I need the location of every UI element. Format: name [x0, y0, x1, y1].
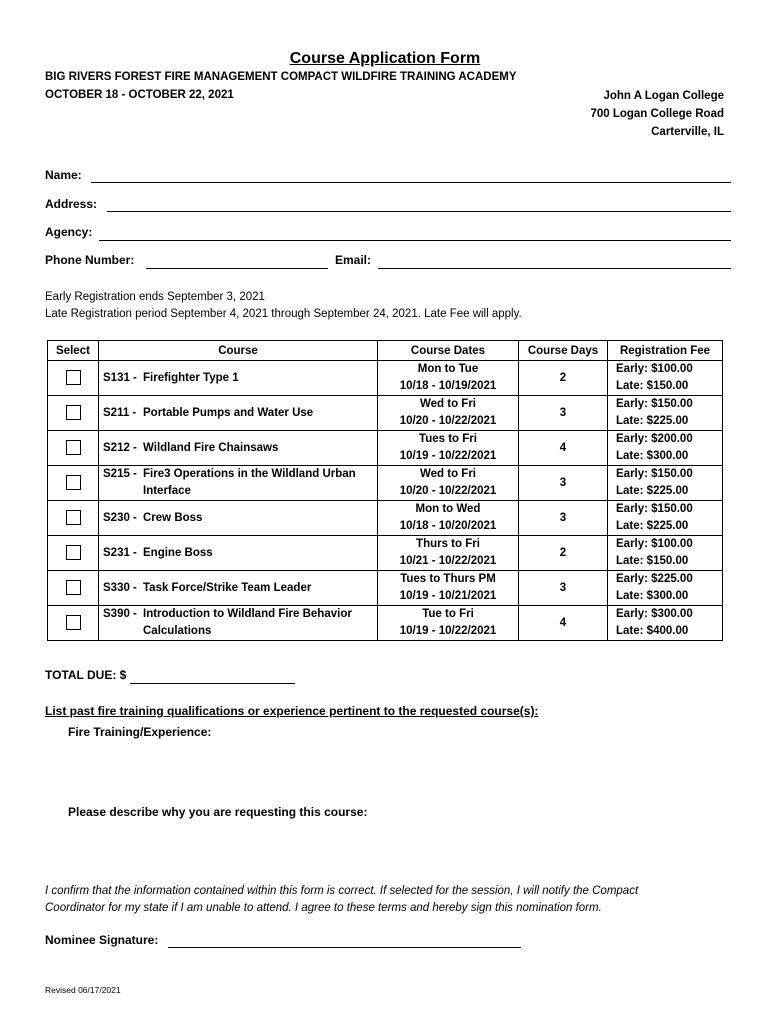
- revised-date: Revised 06/17/2021: [45, 985, 121, 995]
- course-code: S212 -: [103, 441, 137, 454]
- fire-training-field[interactable]: [68, 742, 728, 797]
- course-dates: 10/21 - 10/22/2021: [399, 555, 497, 567]
- course-dates: 10/20 - 10/22/2021: [399, 415, 497, 427]
- organization-line: BIG RIVERS FOREST FIRE MANAGEMENT COMPACT WILDFIRE TRAINING ACADEMY: [45, 71, 517, 83]
- course-code: S230 -: [103, 511, 137, 524]
- early-fee: Early: $150.00: [616, 398, 693, 410]
- select-checkbox-s212[interactable]: [66, 440, 81, 455]
- header-course-days: Course Days: [519, 341, 608, 361]
- course-dates: 10/20 - 10/22/2021: [399, 485, 497, 497]
- early-fee: Early: $100.00: [616, 363, 693, 375]
- course-days: 3: [519, 571, 608, 606]
- course-name: Firefighter Type 1: [143, 371, 239, 384]
- course-days: 3: [519, 501, 608, 536]
- form-title: Course Application Form: [289, 50, 481, 67]
- course-dates: 10/19 - 10/22/2021: [399, 625, 497, 637]
- phone-label: Phone Number:: [45, 253, 135, 267]
- confirmation-line-1: I confirm that the information contained within this form is correct. If selected for the session, I will notify the Compact: [45, 885, 639, 897]
- table-header-row: [48, 341, 723, 361]
- agency-label: Agency:: [45, 225, 93, 239]
- early-fee: Early: $200.00: [616, 433, 693, 445]
- location-city: Carterville, IL: [651, 126, 724, 138]
- table-row: [48, 606, 723, 641]
- course-day-range: Tue to Fri: [422, 608, 474, 620]
- signature-field[interactable]: [168, 947, 521, 948]
- late-fee: Late: $150.00: [616, 380, 689, 392]
- agency-field[interactable]: [99, 240, 731, 241]
- course-day-range: Thurs to Fri: [416, 538, 480, 550]
- course-table: [47, 340, 723, 641]
- phone-field[interactable]: [146, 268, 328, 269]
- table-row: [48, 466, 723, 501]
- course-name: Wildland Fire Chainsaws: [143, 441, 279, 454]
- select-checkbox-s215[interactable]: [66, 475, 81, 490]
- select-checkbox-s211[interactable]: [66, 405, 81, 420]
- late-fee: Late: $300.00: [616, 590, 689, 602]
- course-days: 4: [519, 606, 608, 641]
- course-days: 4: [519, 431, 608, 466]
- course-days: 2: [519, 361, 608, 396]
- header-registration-fee: Registration Fee: [608, 341, 723, 361]
- course-day-range: Tues to Fri: [419, 433, 477, 445]
- course-name: Introduction to Wildland Fire Behavior: [143, 608, 352, 620]
- course-days: 3: [519, 396, 608, 431]
- course-name: Engine Boss: [143, 546, 213, 559]
- location-block: [424, 87, 724, 141]
- course-name-continued: Interface: [143, 485, 191, 497]
- early-fee: Early: $150.00: [616, 503, 693, 515]
- table-row: [48, 431, 723, 466]
- late-fee: Late: $400.00: [616, 625, 689, 637]
- course-dates: 10/19 - 10/22/2021: [399, 450, 497, 462]
- course-day-range: Mon to Wed: [415, 503, 481, 515]
- course-dates: 10/18 - 10/19/2021: [399, 380, 497, 392]
- signature-label: Nominee Signature:: [45, 933, 159, 947]
- table-row: [48, 396, 723, 431]
- name-label: Name:: [45, 168, 82, 182]
- course-code: S390 -: [103, 608, 137, 620]
- late-fee: Late: $225.00: [616, 485, 689, 497]
- header-course: Course: [99, 341, 378, 361]
- email-label: Email:: [335, 253, 372, 267]
- date-line: OCTOBER 18 - OCTOBER 22, 2021: [45, 89, 234, 101]
- course-dates: 10/19 - 10/21/2021: [399, 590, 497, 602]
- header-course-dates: Course Dates: [378, 341, 519, 361]
- header-select: Select: [48, 341, 99, 361]
- select-checkbox-s230[interactable]: [66, 510, 81, 525]
- course-name-continued: Calculations: [143, 625, 212, 637]
- select-checkbox-s390[interactable]: [66, 615, 81, 630]
- early-fee: Early: $100.00: [616, 538, 693, 550]
- select-checkbox-s330[interactable]: [66, 580, 81, 595]
- table-row: [48, 501, 723, 536]
- course-code: S211 -: [103, 406, 137, 419]
- course-code: S131 -: [103, 371, 137, 384]
- total-due-field[interactable]: [130, 683, 295, 684]
- course-name: Crew Boss: [143, 511, 203, 524]
- name-field[interactable]: [91, 182, 731, 183]
- email-field[interactable]: [378, 268, 731, 269]
- late-fee: Late: $225.00: [616, 520, 689, 532]
- course-days: 2: [519, 536, 608, 571]
- table-row: [48, 571, 723, 606]
- experience-heading: List past fire training qualifications or experience pertinent to the requested course(s):: [45, 704, 539, 718]
- fire-training-label: Fire Training/Experience:: [68, 725, 212, 739]
- course-day-range: Mon to Tue: [417, 363, 479, 375]
- course-code: S330 -: [103, 581, 137, 594]
- course-name: Fire3 Operations in the Wildland Urban: [143, 468, 356, 480]
- address-field[interactable]: [107, 211, 731, 212]
- location-street: 700 Logan College Road: [590, 108, 724, 120]
- course-name: Task Force/Strike Team Leader: [143, 581, 312, 594]
- select-checkbox-s131[interactable]: [66, 370, 81, 385]
- course-day-range: Wed to Fri: [419, 468, 476, 480]
- early-fee: Early: $225.00: [616, 573, 693, 585]
- select-checkbox-s231[interactable]: [66, 545, 81, 560]
- request-reason-field[interactable]: [68, 822, 728, 877]
- course-days: 3: [519, 466, 608, 501]
- course-code: S215 -: [103, 468, 137, 480]
- early-registration-note: Early Registration ends September 3, 2021: [45, 291, 265, 303]
- course-day-range: Tues to Thurs PM: [400, 573, 496, 585]
- table-row: [48, 536, 723, 571]
- request-reason-label: Please describe why you are requesting this course:: [68, 805, 368, 819]
- total-due-label: TOTAL DUE: $: [45, 668, 127, 682]
- course-code: S231 -: [103, 546, 137, 559]
- course-day-range: Wed to Fri: [419, 398, 476, 410]
- course-name: Portable Pumps and Water Use: [143, 406, 314, 419]
- late-fee: Late: $225.00: [616, 415, 689, 427]
- late-fee: Late: $300.00: [616, 450, 689, 462]
- location-name: John A Logan College: [603, 90, 724, 102]
- table-row: [48, 361, 723, 396]
- confirmation-line-2: Coordinator for my state if I am unable to attend. I agree to these terms and hereby sign this nomination form.: [45, 902, 602, 914]
- late-fee: Late: $150.00: [616, 555, 689, 567]
- address-label: Address:: [45, 197, 98, 211]
- course-dates: 10/18 - 10/20/2021: [399, 520, 497, 532]
- early-fee: Early: $300.00: [616, 608, 693, 620]
- early-fee: Early: $150.00: [616, 468, 693, 480]
- late-registration-note: Late Registration period September 4, 2021 through September 24, 2021. Late Fee will apply.: [45, 308, 522, 320]
